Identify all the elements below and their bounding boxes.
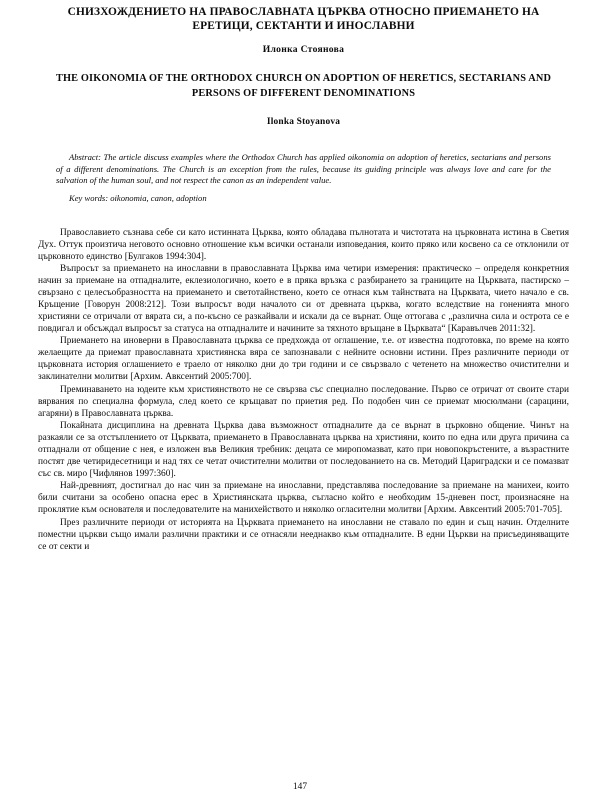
body-paragraph: Приемането на иноверни в Православната църква се предхожда от оглашение, т.е. от известна подготовка, по време на която желаещите да приемат православната християнска вяра се запознавали с нейните основни истини. През различните периоди от църковната история оглашението е траело от няколко дни до три години и се свързвало с четенето на множество очистителни и заклинателни молитви [Архим. Авксентий 2005:700]. (38, 336, 569, 383)
body-text (38, 228, 569, 554)
body-paragraph: Православието съзнава себе си като истинната Църква, която обладава пълнотата и чистотата на църковната истина в Светия Дух. Оттук произтича неговото основно отношение към всички останали изповедания, които пряко или косвено са се отклонили от църковното единство [Булгаков 1994:304]. (38, 227, 569, 262)
body-paragraph: Преминаването на юдеите към християнството не се свързва със специално последование. Първо се отричат от своите стари вярвания по специална формула, след което се кръщават по приетия ред. По подобен чин се приемат мюсюлмани (сарацини, агаряни) в Православната църква. (38, 384, 569, 419)
body-paragraph: Най-древният, достигнал до нас чин за приемане на инославни, представлява последование за приемане на манихеи, които били считани за особено опасна ерес в Християнската църква, съгласно който е необходим 15-дневен пост, произнасяне на проклятие към основателя и последователите на манихейството и няколко огласителни молитви [Архим. Авксентий 2005:701-705]. (38, 481, 569, 516)
abstract-block (56, 152, 551, 205)
body-paragraph: През различните периоди от историята на Църквата приемането на инославни не ставало по един и същ начин. Отделните поместни църкви също имали различни практики и се отнасяли нееднакво към отпадналите. В едни Църкви на присъединяващите се от секти и (38, 517, 569, 552)
abstract-text: Abstract: The article discuss examples where the Orthodox Church has applied oikonomia on adoption of heretics, sectarians and persons of a different denominations. The Church is an exception from the rules, because its guiding principle was always love and care for the salvation of the human soul, and not respect the canon as an independent value. (56, 152, 551, 185)
author-name-bulgarian: Илонка Стоянова (262, 44, 345, 56)
body-paragraph: Въпросът за приемането на инославни в православната Църква има четири измерения: практическо – определя конкретния начин за приемане на отпадналите, еклезиологично, което е в пряка връзка с разбирането за границите на Църквата, пастирско – свързано с целесъобразността на приемането и светотайнствено, което се отнася към тайнствата на Църквата, чието начало е св. Кръщение [Говорун 2008:212]. Този въпросът води началото си от древната църква, когато вследствие на гоненията много християни се отричали от вярата си, а по-късно се разкайвали и искали да се върнат. Още оттогава с „различна сила и острота се е повдигал и обсъждал въпросът за статуса на отпадналите и начините за тяхното връщане в Църквата“ [Каравълчев 2011:32]. (38, 264, 569, 334)
author-name-english: Ilonka Stoyanova (266, 117, 341, 128)
page-number: 147 (292, 782, 308, 792)
keywords-text: Key words: oikonomia, canon, adoption (69, 193, 207, 204)
body-paragraph: Покайната дисциплина на древната Църква дава възможност отпадналите да се върнат в църковно общение. Чинът на разкаяли се за отстъплението от Църквата, приемането в Православната църква на християни, които по една или друга причина са отпаднали от общение с нея, е изложен във Великия требник: децата се миропомазват, като при новопокръстените, а възрастните постят две четиридесетници и над тях се четат очистителни молитви от последованието на св. Методий Цариградски и се помазват със св. миро [Чифлянов 1997:360]. (38, 421, 569, 479)
page-title-bulgarian: СНИЗХОЖДЕНИЕТО НА ПРАВОСЛАВНАТА ЦЪРКВА ОТНОСНО ПРИЕМАНЕТО НА ЕРЕТИЦИ, СЕКТАНТИ И ИНОСЛАВНИ (67, 6, 540, 32)
page-title-english: THE OIKONOMIA OF THE ORTHODOX CHURCH ON ADOPTION OF HERETICS, SECTARIANS AND PERSONS OF DIFFERENT DENOMINATIONS (55, 73, 552, 99)
